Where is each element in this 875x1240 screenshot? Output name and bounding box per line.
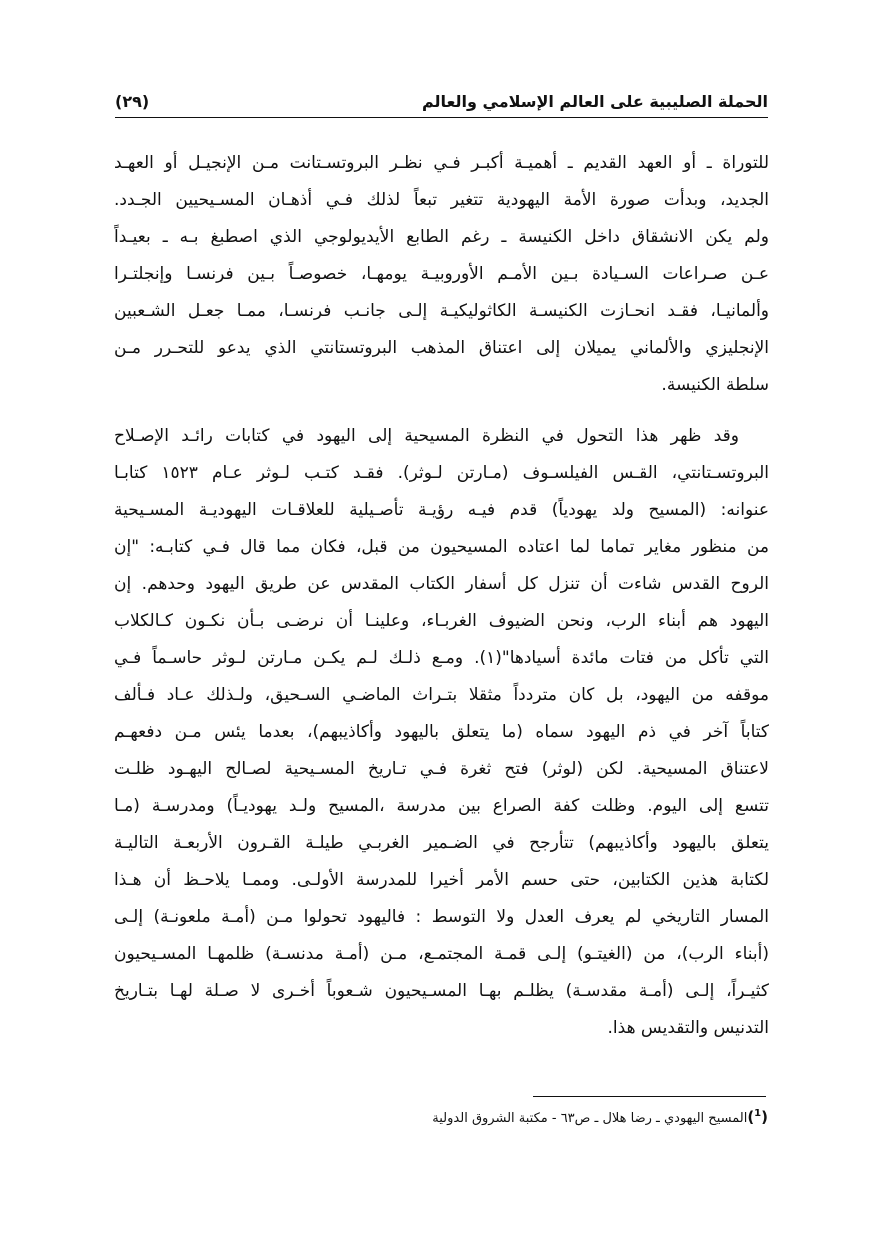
page-number: (٢٩): [115, 91, 150, 111]
text-line: للتوراة ـ أو العهد القديم ـ أهميـة أكبـر فـي نظـر البروتسـتانت مـن الإنجيـل أو العهـد: [114, 153, 769, 173]
footnote-marker: ($^1$): [747, 1108, 768, 1126]
text-line: تتسع إلى اليوم. وظلت كفة الصراع بين مدرسة ،المسيح ولـد يهوديـاً) ومدرسـة (مـا: [114, 796, 769, 816]
text-line: من منظور مغاير تماما لما اعتاده المسيحيون من قبل، فكان مما قال فـي كتابـه: "إن: [114, 537, 769, 557]
text-line: وألمانيـا، فقـد انحـازت الكنيسـة الكاثوليكيـة إلـى جانـب فرنسـا، ممـا جعـل الشـعبين: [114, 301, 769, 321]
text-line: اليهود هم أبناء الرب، ونحن الضيوف الغربـاء، وعلينـا أن نرضـى بـأن نكـون كـالكلاب: [114, 611, 769, 631]
text-line: الروح القدس شاءت أن تنزل كل أسفار الكتاب المقدس عن طريق اليهود وحدهم. إن: [114, 574, 769, 594]
text-line: لاعتناق المسيحية. لكن (لوثر) فتح ثغرة فـي تـاريخ المسـيحية لصـالح اليهـود ظلـت: [114, 759, 769, 779]
text-line: البروتسـتانتي، القـس الفيلسـوف (مـارتن لـوثر). فقـد كتـب لـوثر عـام ١٥٢٣ كتابـا: [114, 463, 769, 483]
footnote-text: المسيح اليهودي ـ رضا هلال ـ ص٦٣ - مكتبة الشروق الدولية: [432, 1111, 748, 1126]
body-text: [114, 145, 769, 1047]
text-line: كثيـراً، إلـى (أمـة مقدسـة) يظلـم بهـا المسـيحيون شـعوباً أخـرى لا صـلة لهـا بتـاريخ: [114, 981, 769, 1001]
text-line: المسار التاريخي لم يعرف العدل ولا التوسط : فاليهود تحولوا مـن (أمـة ملعونـة) إلـى: [114, 907, 769, 927]
text-line: عنوانه: (المسيح ولد يهودياً) قدم فيـه رؤيـة تأصـيلية للعلاقـات اليهوديـة المسـيحية: [114, 500, 769, 520]
text-line: الإنجليزي والألماني يميلان إلى اعتناق المذهب البروتستانتي الذي يدعو للتحـرر مـن: [114, 338, 769, 358]
running-header-title: الحملة الصليبية على العالم الإسلامي والعالم: [421, 91, 768, 111]
text-line: موقفه من اليهود، بل كان متردداً مثقلا بتـراث الماضـي السـحيق، ولـذلك عـاد فـألف: [114, 685, 769, 705]
text-line: الجديد، وبدأت صورة الأمة اليهودية تتغير تبعاً لذلك فـي أذهـان المسـيحيين الجـدد.: [114, 190, 769, 210]
paragraph-2: [114, 418, 769, 1047]
text-line: يتعلق باليهود وأكاذيبهم) تتأرجح في الضـمير الغربـي طيلـة القـرون الأربعـة التاليـة: [114, 833, 769, 853]
footnote-number: 1: [754, 1108, 762, 1119]
text-line: لكتابة هذين الكتابين، حتى حسم الأمر أخيرا للمدرسة الأولـى. وممـا يلاحـظ أن هـذا: [114, 870, 769, 890]
text-line: التي تأكل من فتات مائدة أسيادها"(١). ومـع ذلـك لـم يكـن مـارتن لـوثر حاسـماً فـي: [114, 648, 769, 668]
paragraph-1: [114, 145, 769, 404]
page-header: [115, 86, 768, 116]
text-line: سلطة الكنيسة.: [661, 375, 769, 395]
footnote: [340, 1108, 768, 1126]
footnote-divider: [533, 1096, 766, 1097]
header-divider: [115, 117, 768, 118]
text-line: (أبناء الرب)، من (الغيتـو) إلـى قمـة المجتمـع، مـن (أمـة مدنسـة) ظلمهـا المسـيحيون: [114, 944, 769, 964]
text-line: التدنيس والتقديس هذا.: [607, 1018, 769, 1038]
text-line: ولم يكن الانشقاق داخل الكنيسة ـ رغم الطابع الأيديولوجي الذي اصطبغ بـه ـ بعيـداً: [114, 227, 769, 247]
text-line: كتاباً آخر في ذم اليهود سماه (ما يتعلق باليهود وأكاذيبهم)، بعدما يئس مـن دفعهـم: [114, 722, 769, 742]
text-line: وقد ظهر هذا التحول في النظرة المسيحية إلى اليهود في كتابات رائـد الإصـلاح: [114, 426, 739, 446]
text-line: عـن صـراعات السـيادة بـين الأمـم الأوروبيـة يومهـا، خصوصـاً بـين فرنسـا وإنجلتـرا: [114, 264, 769, 284]
